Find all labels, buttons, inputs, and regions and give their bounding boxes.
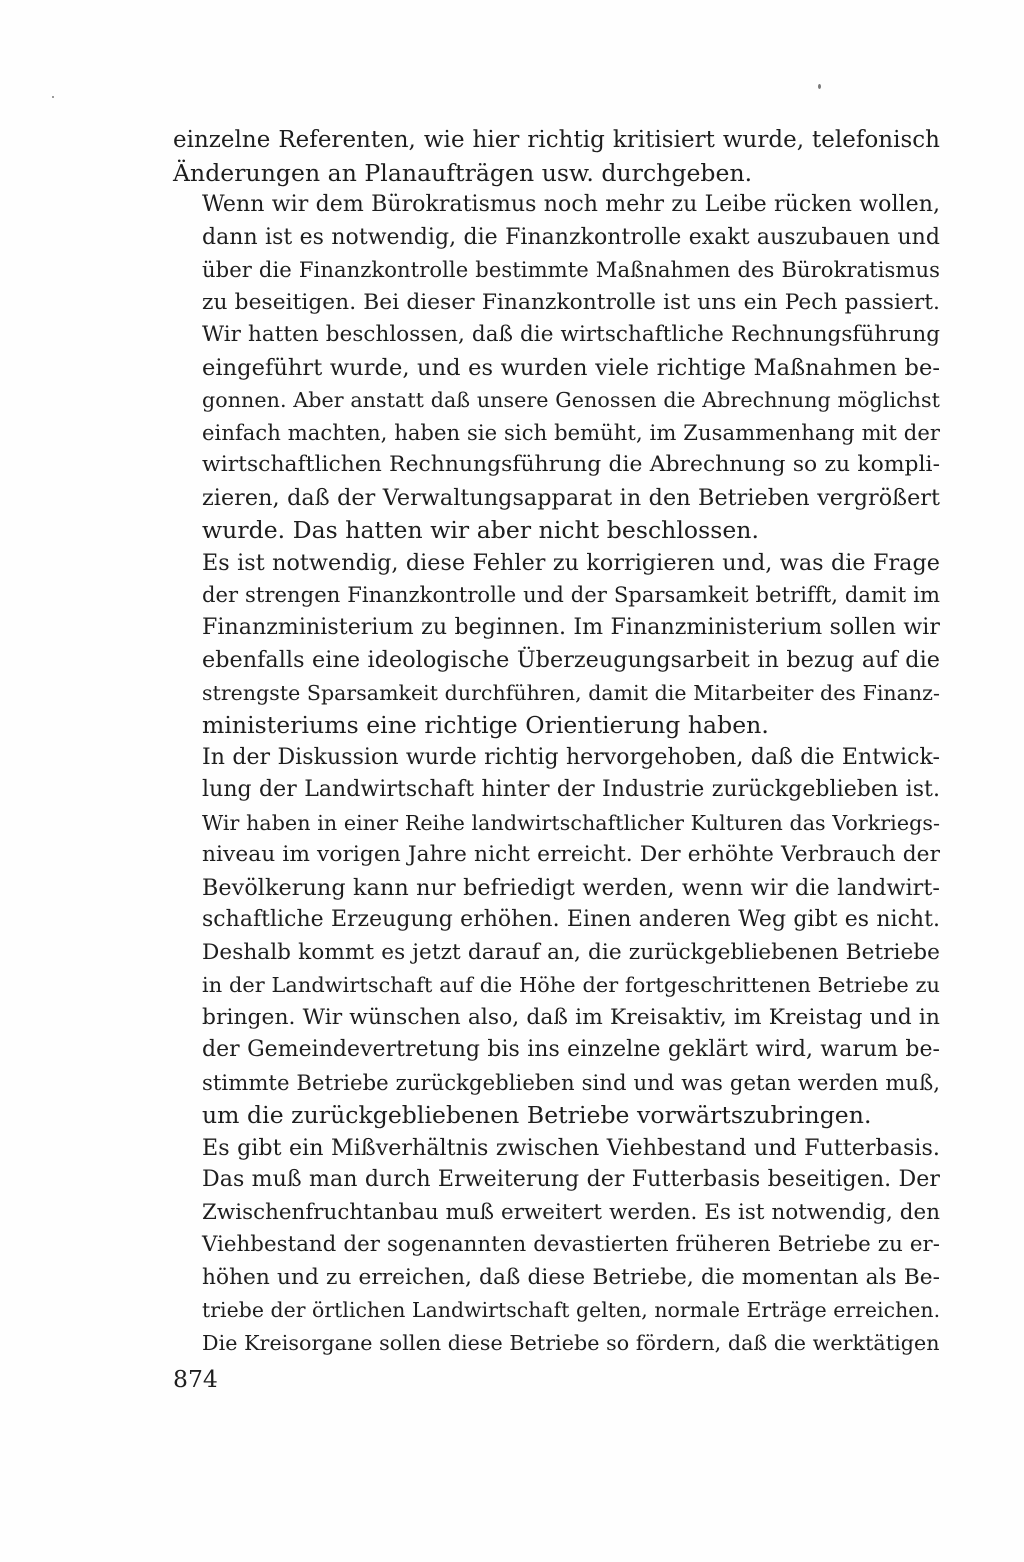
text-line: lung der Landwirtschaft hinter der Industrie zurückgeblieben ist. (202, 777, 940, 802)
text-line: gonnen. Aber anstatt daß unsere Genossen die Abrechnung möglichst (202, 388, 940, 412)
text-line: in der Landwirtschaft auf die Höhe der fortgeschrittenen Betriebe zu (202, 973, 940, 997)
text-line: Viehbestand der sogenannten devastierten früheren Betriebe zu er- (202, 1232, 940, 1257)
text-line: um die zurückgebliebenen Betriebe vorwärtszubringen. (202, 1101, 872, 1129)
text-line: wurde. Das hatten wir aber nicht beschlossen. (202, 516, 760, 544)
text-line: Zwischenfruchtanbau muß erweitert werden. Es ist notwendig, den (202, 1199, 940, 1225)
paragraph (173, 742, 940, 1132)
print-speck (52, 96, 54, 98)
text-line: Die Kreisorgane sollen diese Betriebe so fördern, daß die werktätigen (202, 1330, 940, 1355)
text-line: Änderungen an Planaufträgen usw. durchgeben. (173, 158, 753, 187)
text-line: dann ist es notwendig, die Finanzkontrolle exakt auszubauen und (202, 224, 940, 250)
text-line: zieren, daß der Verwaltungsapparat in den Betrieben vergrößert (202, 484, 940, 511)
text-line: Finanzministerium zu beginnen. Im Finanzministerium sollen wir (202, 614, 940, 640)
paragraph (173, 547, 940, 742)
text-line: In der Diskussion wurde richtig hervorgehoben, daß die Entwick- (202, 744, 940, 770)
print-speck (818, 84, 821, 89)
text-line: einfach machten, haben sie sich bemüht, im Zusammenhang mit der (202, 419, 940, 445)
text-line: Bevölkerung kann nur befriedigt werden, wenn wir die landwirt- (202, 874, 940, 901)
text-line: stimmte Betriebe zurückgeblieben sind und was getan werden muß, (202, 1069, 940, 1095)
text-line: der Gemeindevertretung bis ins einzelne geklärt wird, warum be- (202, 1037, 940, 1062)
text-line: eingeführt wurde, und es wurden viele richtige Maßnahmen be- (202, 354, 940, 381)
text-line: wirtschaftlichen Rechnungsführung die Abrechnung so zu kompli- (202, 452, 940, 477)
text-line: Das muß man durch Erweiterung der Futterbasis beseitigen. Der (202, 1167, 940, 1192)
text-line: einzelne Referenten, wie hier richtig kritisiert wurde, telefonisch (173, 127, 940, 153)
text-line: schaftliche Erzeugung erhöhen. Einen anderen Weg gibt es nicht. (202, 907, 940, 932)
text-line: höhen und zu erreichen, daß diese Betriebe, die momentan als Be- (202, 1264, 940, 1290)
text-line: Deshalb kommt es jetzt darauf an, die zurückgebliebenen Betriebe (202, 939, 940, 965)
text-line: ebenfalls eine ideologische Überzeugungsarbeit in bezug auf die (202, 647, 940, 673)
text-line: niveau im vorigen Jahre nicht erreicht. Der erhöhte Verbrauch der (202, 842, 940, 867)
paragraph (173, 124, 940, 189)
paragraph (173, 189, 940, 547)
text-line: Wir hatten beschlossen, daß die wirtschaftliche Rechnungsführung (202, 322, 940, 347)
text-line: Wenn wir dem Bürokratismus noch mehr zu Leibe rücken wollen, (202, 192, 940, 217)
text-line: über die Finanzkontrolle bestimmte Maßnahmen des Bürokratismus (202, 257, 940, 282)
text-line: Es ist notwendig, diese Fehler zu korrigieren und, was die Frage (202, 549, 940, 576)
page-number: 874 (173, 1365, 218, 1393)
text-line: der strengen Finanzkontrolle und der Sparsamkeit betrifft, damit im (202, 582, 940, 607)
text-line: strengste Sparsamkeit durchführen, damit die Mitarbeiter des Finanz- (202, 680, 940, 705)
text-line: bringen. Wir wünschen also, daß im Kreisaktiv, im Kreistag und in (202, 1004, 940, 1030)
body-text (173, 124, 940, 1359)
text-line: triebe der örtlichen Landwirtschaft gelten, normale Erträge erreichen. (202, 1298, 941, 1322)
text-line: zu beseitigen. Bei dieser Finanzkontrolle ist uns ein Pech passiert. (202, 289, 940, 315)
text-line: ministeriums eine richtige Orientierung haben. (202, 711, 769, 739)
paragraph (173, 1132, 940, 1360)
text-line: Wir haben in einer Reihe landwirtschaftlicher Kulturen das Vorkriegs- (202, 810, 940, 835)
text-line: Es gibt ein Mißverhältnis zwischen Viehbestand und Futterbasis. (202, 1134, 940, 1161)
